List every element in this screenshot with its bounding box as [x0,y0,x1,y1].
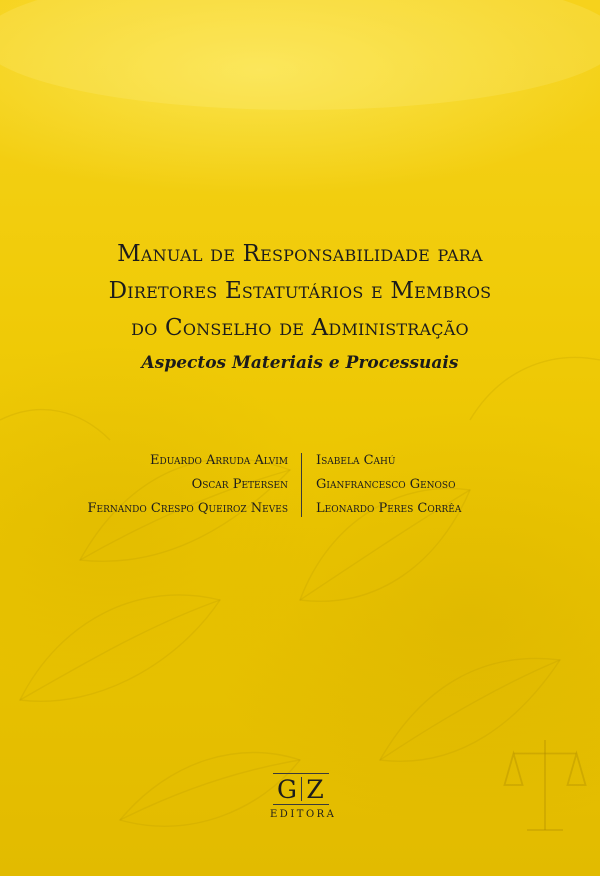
book-subtitle: Aspectos Materiais e Processuais [141,353,459,373]
authors-divider [301,453,302,517]
book-title-line-2: Diretores Estatutários e Membros [108,278,492,304]
publisher-logo-letter-z: Z [306,775,324,804]
scales-of-justice-icon [500,730,590,840]
author-name: Isabela Cahú [316,453,396,468]
author-name: Fernando Crespo Queiroz Neves [87,501,288,516]
publisher-name: EDITORA [270,809,337,820]
author-name: Gianfrancesco Genoso [316,477,456,492]
book-title-block [0,236,600,375]
authors-left-column [88,449,288,521]
book-title-line-1: Manual de Responsabilidade para [117,241,483,267]
author-name: Eduardo Arruda Alvim [150,453,288,468]
authors-list [0,449,600,519]
book-title-line-3: do Conselho de Administração [131,315,469,341]
author-name: Oscar Petersen [191,477,288,492]
author-name: Leonardo Peres Corrêa [316,501,462,516]
publisher-logo-letter-g: G [277,775,297,804]
publisher-logo-mark [273,773,329,805]
authors-right-column [316,449,461,521]
publisher-logo [270,773,337,823]
